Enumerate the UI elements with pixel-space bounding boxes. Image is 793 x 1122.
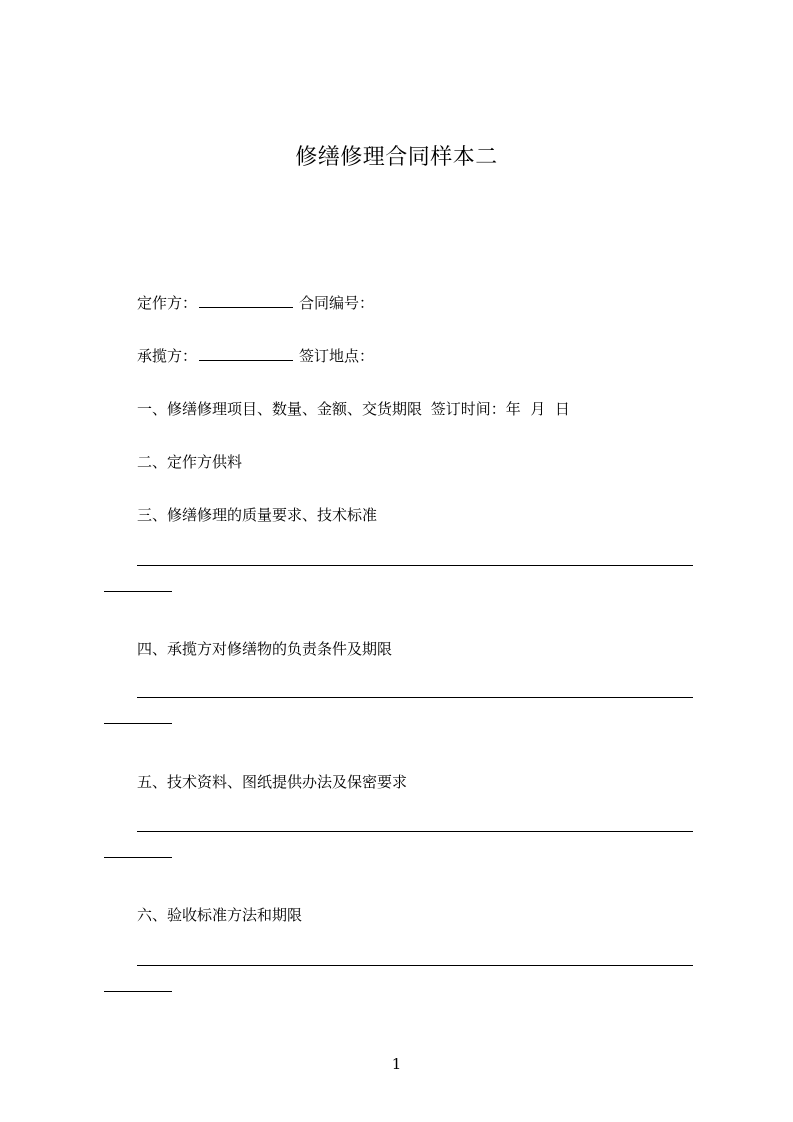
- document-title: 修缮修理合同样本二: [295, 145, 498, 170]
- contract-no-label: 合同编号：: [299, 294, 375, 312]
- item-4-fill-line-end: [104, 723, 172, 724]
- item-6-heading: 六、验收标准方法和期限: [137, 906, 303, 924]
- party-b-line: [137, 345, 374, 366]
- sign-place-label: 签订地点：: [299, 347, 375, 365]
- party-b-blank: [199, 346, 293, 361]
- item-5-heading: 五、技术资料、图纸提供办法及保密要求: [137, 773, 408, 791]
- item-2-heading: 二、定作方供料: [137, 453, 243, 471]
- party-a-label: 定作方：: [137, 294, 198, 312]
- item-5-fill-line: [137, 831, 693, 832]
- item-4-fill-line: [137, 697, 693, 698]
- item-3-fill-line: [137, 565, 693, 566]
- item-3-heading: 三、修缮修理的质量要求、技术标准: [137, 506, 378, 524]
- page-number: 1: [391, 1055, 402, 1073]
- sign-time-label: 签订时间：年 月 日: [430, 400, 570, 418]
- item-3-fill-line-end: [104, 591, 172, 592]
- item-6-fill-line-end: [104, 991, 172, 992]
- item-4-heading: 四、承揽方对修缮物的负责条件及期限: [137, 640, 393, 658]
- item-1-line: [137, 398, 570, 419]
- party-b-label: 承揽方：: [137, 347, 198, 365]
- item-6-fill-line: [137, 965, 693, 966]
- party-a-blank: [199, 293, 293, 308]
- item-5-fill-line-end: [104, 857, 172, 858]
- party-a-line: [137, 292, 374, 313]
- item-1-heading: 一、修缮修理项目、数量、金额、交货期限: [137, 400, 423, 418]
